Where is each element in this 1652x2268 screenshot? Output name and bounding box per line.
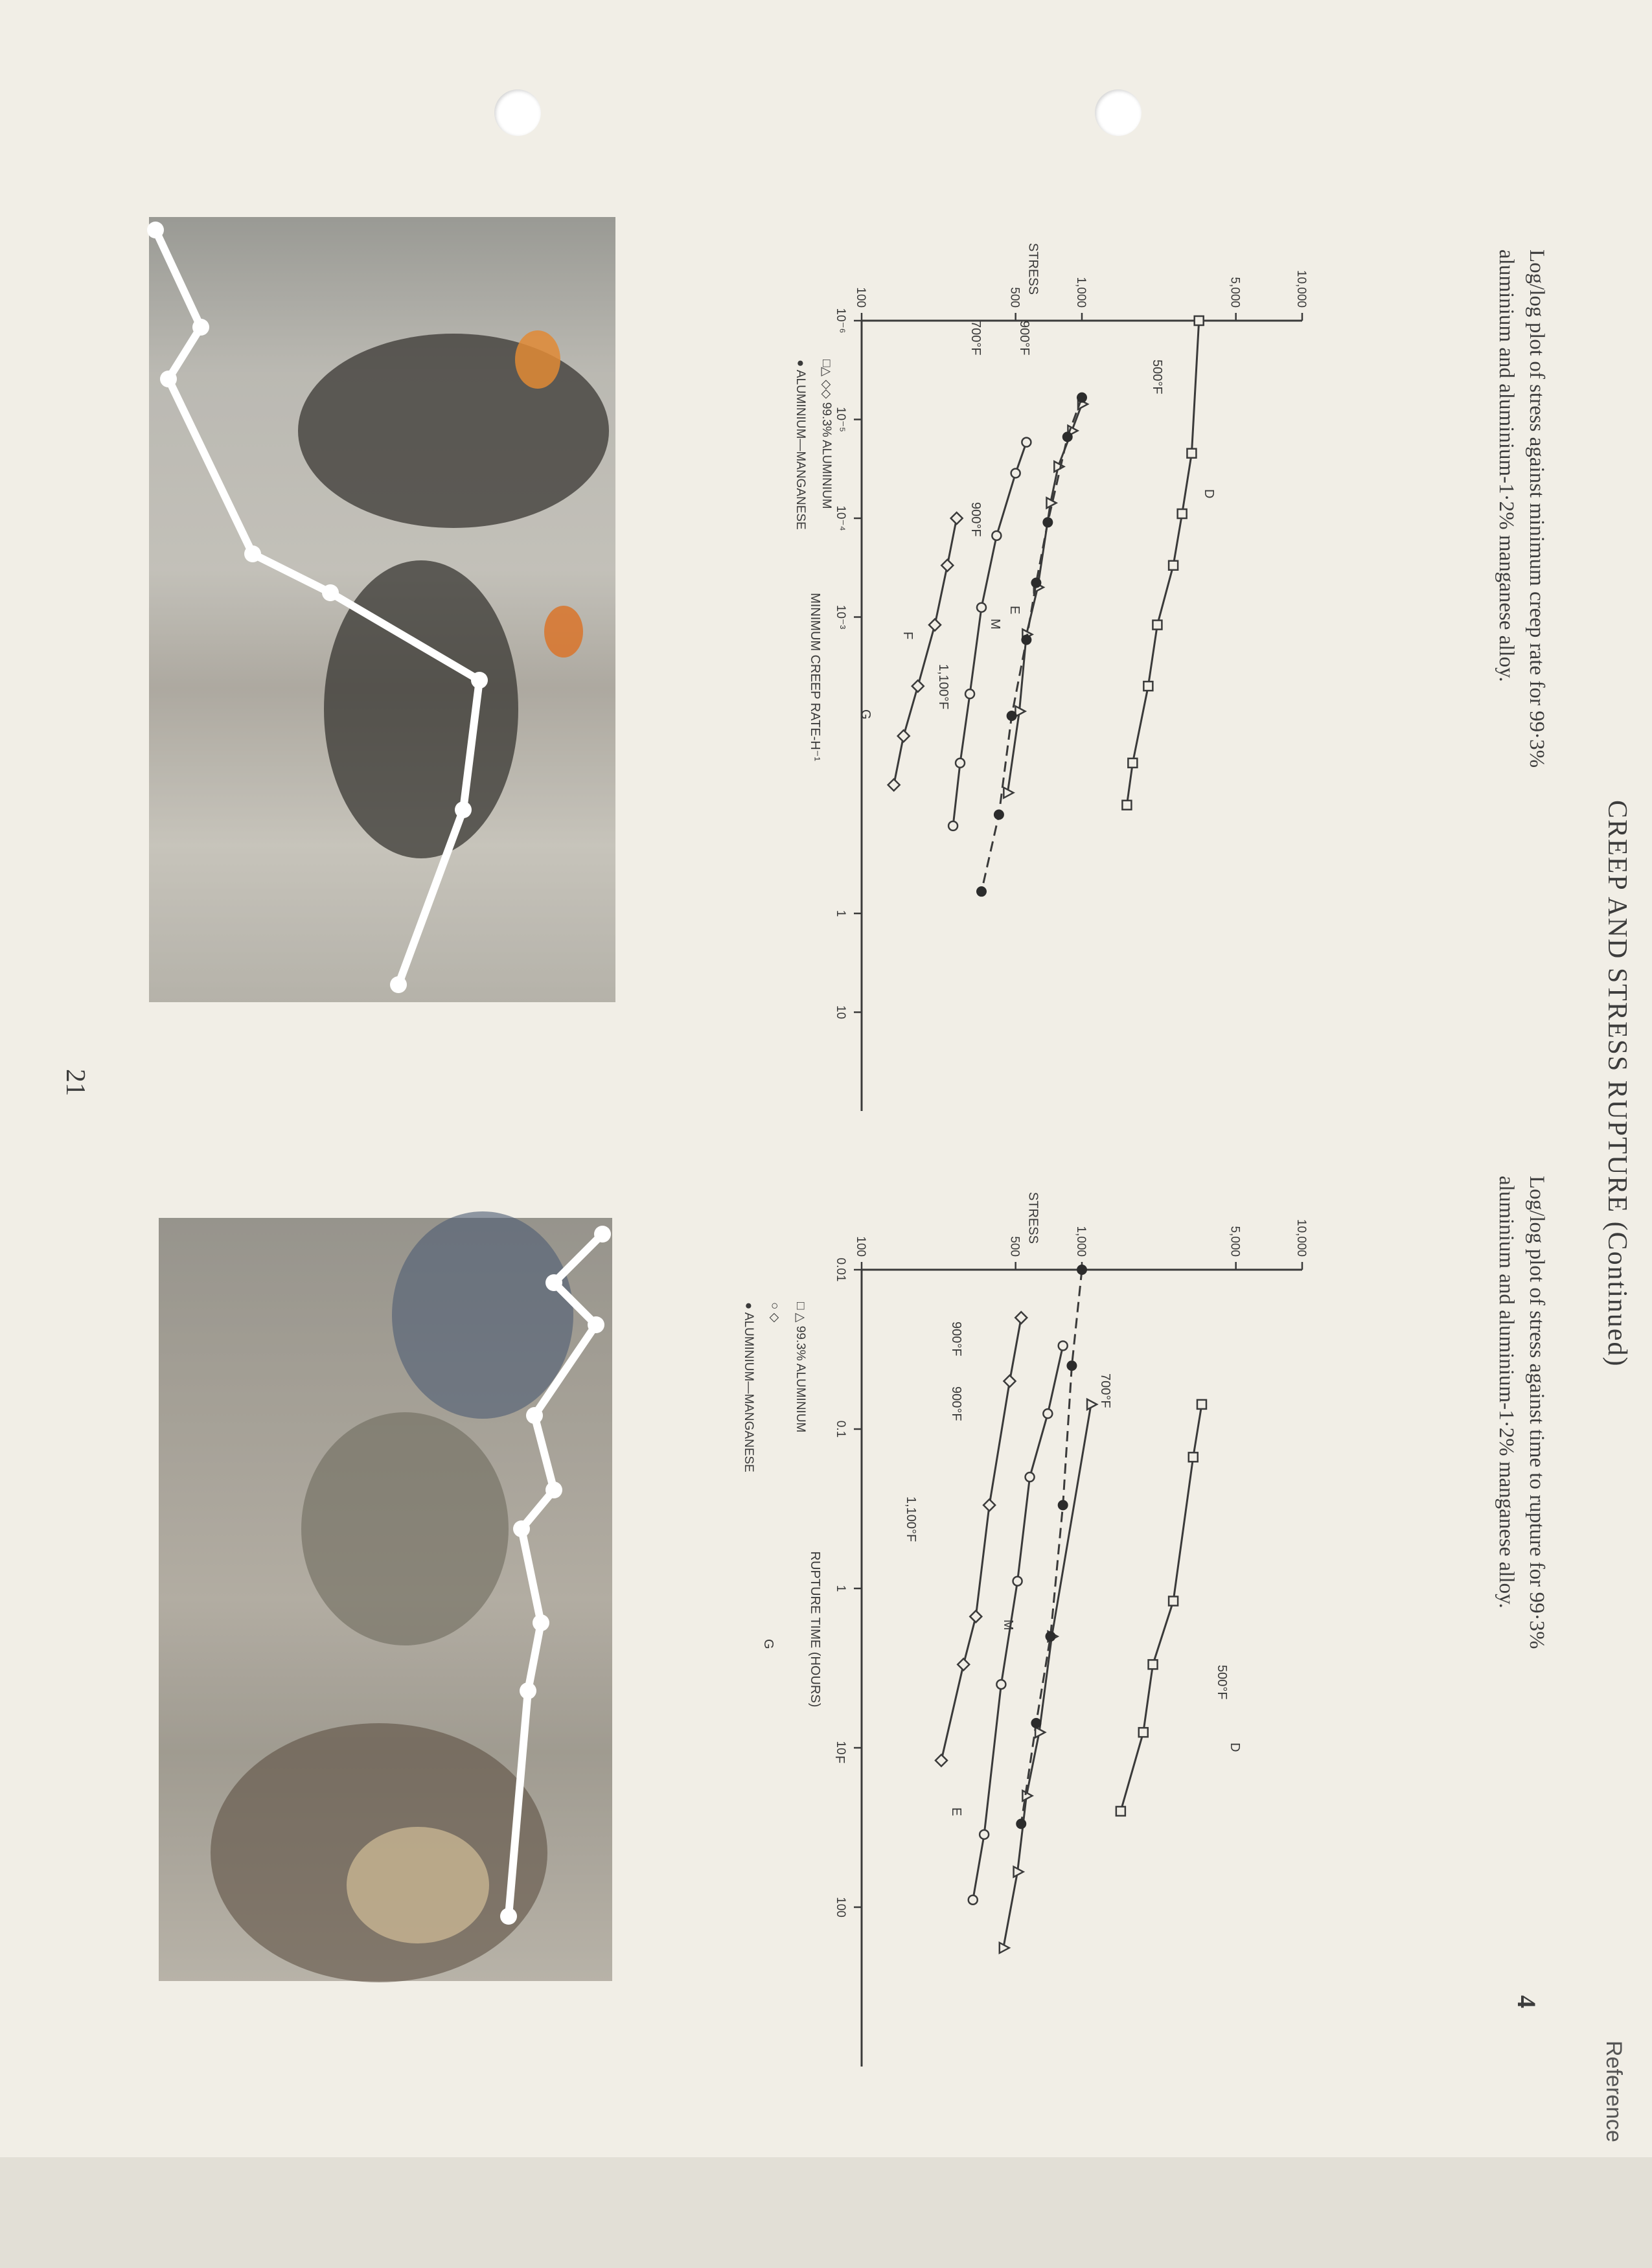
annotation-label: E bbox=[1007, 606, 1022, 615]
x-tick-label: 10⁻⁶ bbox=[834, 308, 847, 334]
annotation-label: F bbox=[832, 1756, 847, 1764]
annotation-label: 900°F bbox=[949, 1386, 963, 1421]
annotation-label: 900°F bbox=[1017, 321, 1031, 356]
pose-joint bbox=[471, 672, 488, 689]
y-tick-label: 100 bbox=[854, 1236, 867, 1257]
data-point-diamond bbox=[970, 1610, 981, 1622]
annotation-label: 700°F bbox=[969, 321, 983, 356]
data-point-dot bbox=[976, 886, 987, 897]
page-title: CREEP AND STRESS RUPTURE (Continued) bbox=[1602, 800, 1632, 1368]
x-tick-label: 0.01 bbox=[834, 1257, 847, 1282]
annotation-label: 900°F bbox=[969, 502, 983, 537]
photo-overlay bbox=[159, 1218, 612, 1981]
photo-overlay bbox=[149, 217, 615, 1002]
data-point-circle bbox=[1013, 1577, 1022, 1586]
pose-joint bbox=[500, 1908, 517, 1925]
data-point-square bbox=[1187, 449, 1196, 458]
legend-entry: ○ ◇ bbox=[768, 1302, 781, 1323]
data-point-dot bbox=[1042, 517, 1053, 527]
data-point-circle bbox=[1043, 1409, 1052, 1418]
data-point-diamond bbox=[912, 680, 924, 692]
data-point-diamond bbox=[941, 560, 953, 571]
chart-axes bbox=[854, 1262, 1302, 2067]
x-tick-label: 0.1 bbox=[834, 1420, 847, 1438]
data-point-circle bbox=[956, 759, 965, 768]
caption-line: aluminium and aluminium-1·2% manganese alloy. bbox=[1495, 249, 1518, 682]
chart-rupture-time-svg bbox=[742, 1173, 1315, 2092]
annotation-label: 500°F bbox=[1150, 360, 1164, 395]
y-axis-label: STRESS bbox=[1026, 242, 1040, 295]
series-line-G bbox=[894, 518, 957, 785]
annotation-label: D bbox=[1228, 1743, 1242, 1752]
flame-patch bbox=[544, 606, 583, 658]
data-point-dot bbox=[1045, 1631, 1055, 1642]
x-axis-label: RUPTURE TIME (HOURS) bbox=[808, 1551, 822, 1708]
legend-entry: □ △ 99.3% ALUMINIUM bbox=[794, 1302, 807, 1433]
section-number: 4 bbox=[1512, 1995, 1541, 2008]
data-point-circle bbox=[1022, 438, 1031, 447]
data-point-square bbox=[1143, 682, 1153, 691]
caption-line: Log/log plot of stress against minimum creep rate for 99·3% bbox=[1525, 249, 1548, 768]
data-point-circle bbox=[996, 1680, 1005, 1689]
pose-joint bbox=[160, 371, 177, 387]
x-tick-label: 1 bbox=[834, 910, 847, 917]
x-axis-label: MINIMUM CREEP RATE-H⁻¹ bbox=[808, 593, 822, 761]
caption-rupture-time bbox=[1491, 1176, 1552, 1649]
annotation-label: G bbox=[858, 709, 873, 720]
data-point-circle bbox=[969, 1896, 978, 1905]
data-point-dot bbox=[1021, 635, 1031, 645]
hat-shape bbox=[347, 1827, 489, 1943]
y-tick-label: 1,000 bbox=[1074, 1226, 1088, 1257]
pose-joint bbox=[147, 222, 164, 238]
data-point-dot bbox=[1062, 431, 1073, 442]
pose-joint bbox=[545, 1482, 562, 1498]
figure-silhouette bbox=[392, 1211, 573, 1419]
data-point-circle bbox=[1011, 468, 1020, 477]
chart-creep-rate-svg bbox=[732, 243, 1315, 1137]
annotation-label: 500°F bbox=[1215, 1665, 1229, 1700]
annotation-label: G bbox=[761, 1639, 775, 1649]
y-tick-label: 500 bbox=[1007, 1236, 1022, 1257]
x-tick-label: 10 bbox=[834, 1005, 847, 1020]
series-line-E bbox=[1004, 1404, 1091, 1948]
data-point-diamond bbox=[898, 730, 910, 742]
data-point-diamond bbox=[935, 1754, 947, 1766]
pose-joint bbox=[588, 1316, 604, 1333]
data-point-dot bbox=[1031, 578, 1041, 588]
x-tick-label: 10 bbox=[834, 1741, 847, 1755]
series-line-M bbox=[1021, 1270, 1082, 1824]
y-tick-label: 500 bbox=[1007, 287, 1022, 308]
legend-entry: □△ ◇◇ 99.3% ALUMINIUM bbox=[820, 360, 833, 509]
pose-joint bbox=[244, 545, 261, 562]
series-line-F bbox=[953, 442, 1026, 826]
pose-joint bbox=[322, 584, 339, 601]
y-tick-label: 100 bbox=[854, 287, 867, 308]
data-point-dot bbox=[1077, 393, 1087, 403]
data-point-dot bbox=[1058, 1500, 1068, 1510]
chart-marks bbox=[935, 1265, 1206, 1953]
pose-joint bbox=[455, 801, 472, 818]
pose-joint bbox=[526, 1407, 543, 1424]
annotation-label: 1,100°F bbox=[936, 664, 950, 710]
data-point-circle bbox=[980, 1830, 989, 1839]
data-point-diamond bbox=[983, 1499, 995, 1511]
y-tick-label: 10,000 bbox=[1294, 1219, 1308, 1257]
section-label: Reference bbox=[1601, 2041, 1626, 2142]
annotation-label: 900°F bbox=[949, 1322, 963, 1357]
data-point-diamond bbox=[951, 512, 963, 524]
data-point-diamond bbox=[1015, 1312, 1027, 1323]
data-point-square bbox=[1189, 1452, 1198, 1461]
data-point-circle bbox=[1059, 1341, 1068, 1350]
data-point-circle bbox=[965, 689, 974, 698]
pose-joint bbox=[513, 1520, 530, 1537]
data-point-dot bbox=[1016, 1818, 1026, 1829]
data-point-square bbox=[1178, 509, 1187, 518]
data-point-square bbox=[1169, 561, 1178, 570]
series-line-F bbox=[973, 1346, 1063, 1899]
data-point-dot bbox=[1031, 1718, 1041, 1728]
data-point-square bbox=[1149, 1660, 1158, 1669]
data-point-circle bbox=[977, 603, 986, 612]
data-point-diamond bbox=[958, 1658, 969, 1670]
data-point-dot bbox=[1066, 1360, 1077, 1371]
pose-joint bbox=[545, 1274, 562, 1291]
page-number: 21 bbox=[60, 1069, 90, 1096]
figure-silhouette bbox=[301, 1412, 509, 1645]
x-tick-label: 10⁻³ bbox=[834, 604, 847, 630]
data-point-square bbox=[1195, 316, 1204, 325]
y-tick-label: 5,000 bbox=[1228, 1226, 1242, 1257]
data-point-circle bbox=[948, 821, 958, 830]
caption-line: Log/log plot of stress against time to rupture for 99·3% bbox=[1525, 1176, 1548, 1649]
annotation-label: M bbox=[988, 619, 1002, 630]
data-point-square bbox=[1197, 1400, 1206, 1409]
legend-entry: ● ALUMINIUM—MANGANESE bbox=[794, 360, 807, 530]
annotation-label: 1,100°F bbox=[904, 1496, 918, 1542]
data-point-diamond bbox=[1004, 1375, 1016, 1387]
caption-line: aluminium and aluminium-1·2% manganese alloy. bbox=[1495, 1176, 1518, 1609]
y-axis-label: STRESS bbox=[1026, 1191, 1040, 1244]
pose-joint bbox=[520, 1682, 536, 1699]
pose-joint bbox=[533, 1614, 549, 1631]
x-tick-label: 10⁻⁵ bbox=[834, 406, 847, 433]
y-tick-label: 10,000 bbox=[1294, 269, 1308, 308]
data-point-square bbox=[1169, 1596, 1178, 1605]
x-tick-label: 1 bbox=[834, 1585, 847, 1592]
y-tick-label: 5,000 bbox=[1228, 277, 1242, 308]
pose-joint bbox=[192, 319, 209, 336]
data-point-circle bbox=[1026, 1472, 1035, 1482]
caption-creep-rate bbox=[1491, 249, 1552, 768]
data-point-diamond bbox=[929, 619, 941, 631]
data-point-square bbox=[1128, 759, 1137, 768]
data-point-square bbox=[1153, 621, 1162, 630]
x-tick-label: 10⁻⁴ bbox=[834, 505, 847, 531]
figure-silhouette bbox=[298, 334, 609, 528]
data-point-diamond bbox=[888, 779, 900, 791]
flame-patch bbox=[515, 330, 560, 389]
photo-crowd-scene bbox=[159, 1218, 612, 1981]
data-point-circle bbox=[992, 531, 1001, 540]
chart-axes bbox=[854, 313, 1302, 1111]
annotation-label: 700°F bbox=[1098, 1373, 1112, 1408]
data-point-triangle bbox=[1087, 1399, 1097, 1410]
annotation-label: M bbox=[1001, 1620, 1015, 1631]
data-point-dot bbox=[1007, 711, 1017, 721]
chart-creep-rate bbox=[732, 243, 1315, 1137]
data-point-dot bbox=[994, 810, 1004, 820]
data-point-square bbox=[1116, 1807, 1125, 1816]
chart-marks bbox=[888, 316, 1204, 897]
chart-rupture-time bbox=[742, 1173, 1315, 2092]
photo-running-figures bbox=[149, 217, 615, 1002]
pose-joint bbox=[390, 976, 407, 993]
series-line-D bbox=[1121, 1404, 1202, 1811]
pose-joint bbox=[594, 1226, 611, 1243]
data-point-square bbox=[1122, 801, 1131, 810]
data-point-dot bbox=[1077, 1265, 1087, 1275]
annotation-label: D bbox=[1202, 489, 1216, 499]
chart-labels bbox=[794, 243, 1308, 1019]
legend-entry: ● ALUMINIUM—MANGANESE bbox=[742, 1302, 755, 1472]
data-point-square bbox=[1139, 1728, 1148, 1737]
annotation-label: E bbox=[949, 1807, 963, 1816]
y-tick-label: 1,000 bbox=[1074, 277, 1088, 308]
x-tick-label: 100 bbox=[834, 1897, 847, 1918]
annotation-label: F bbox=[901, 632, 915, 640]
